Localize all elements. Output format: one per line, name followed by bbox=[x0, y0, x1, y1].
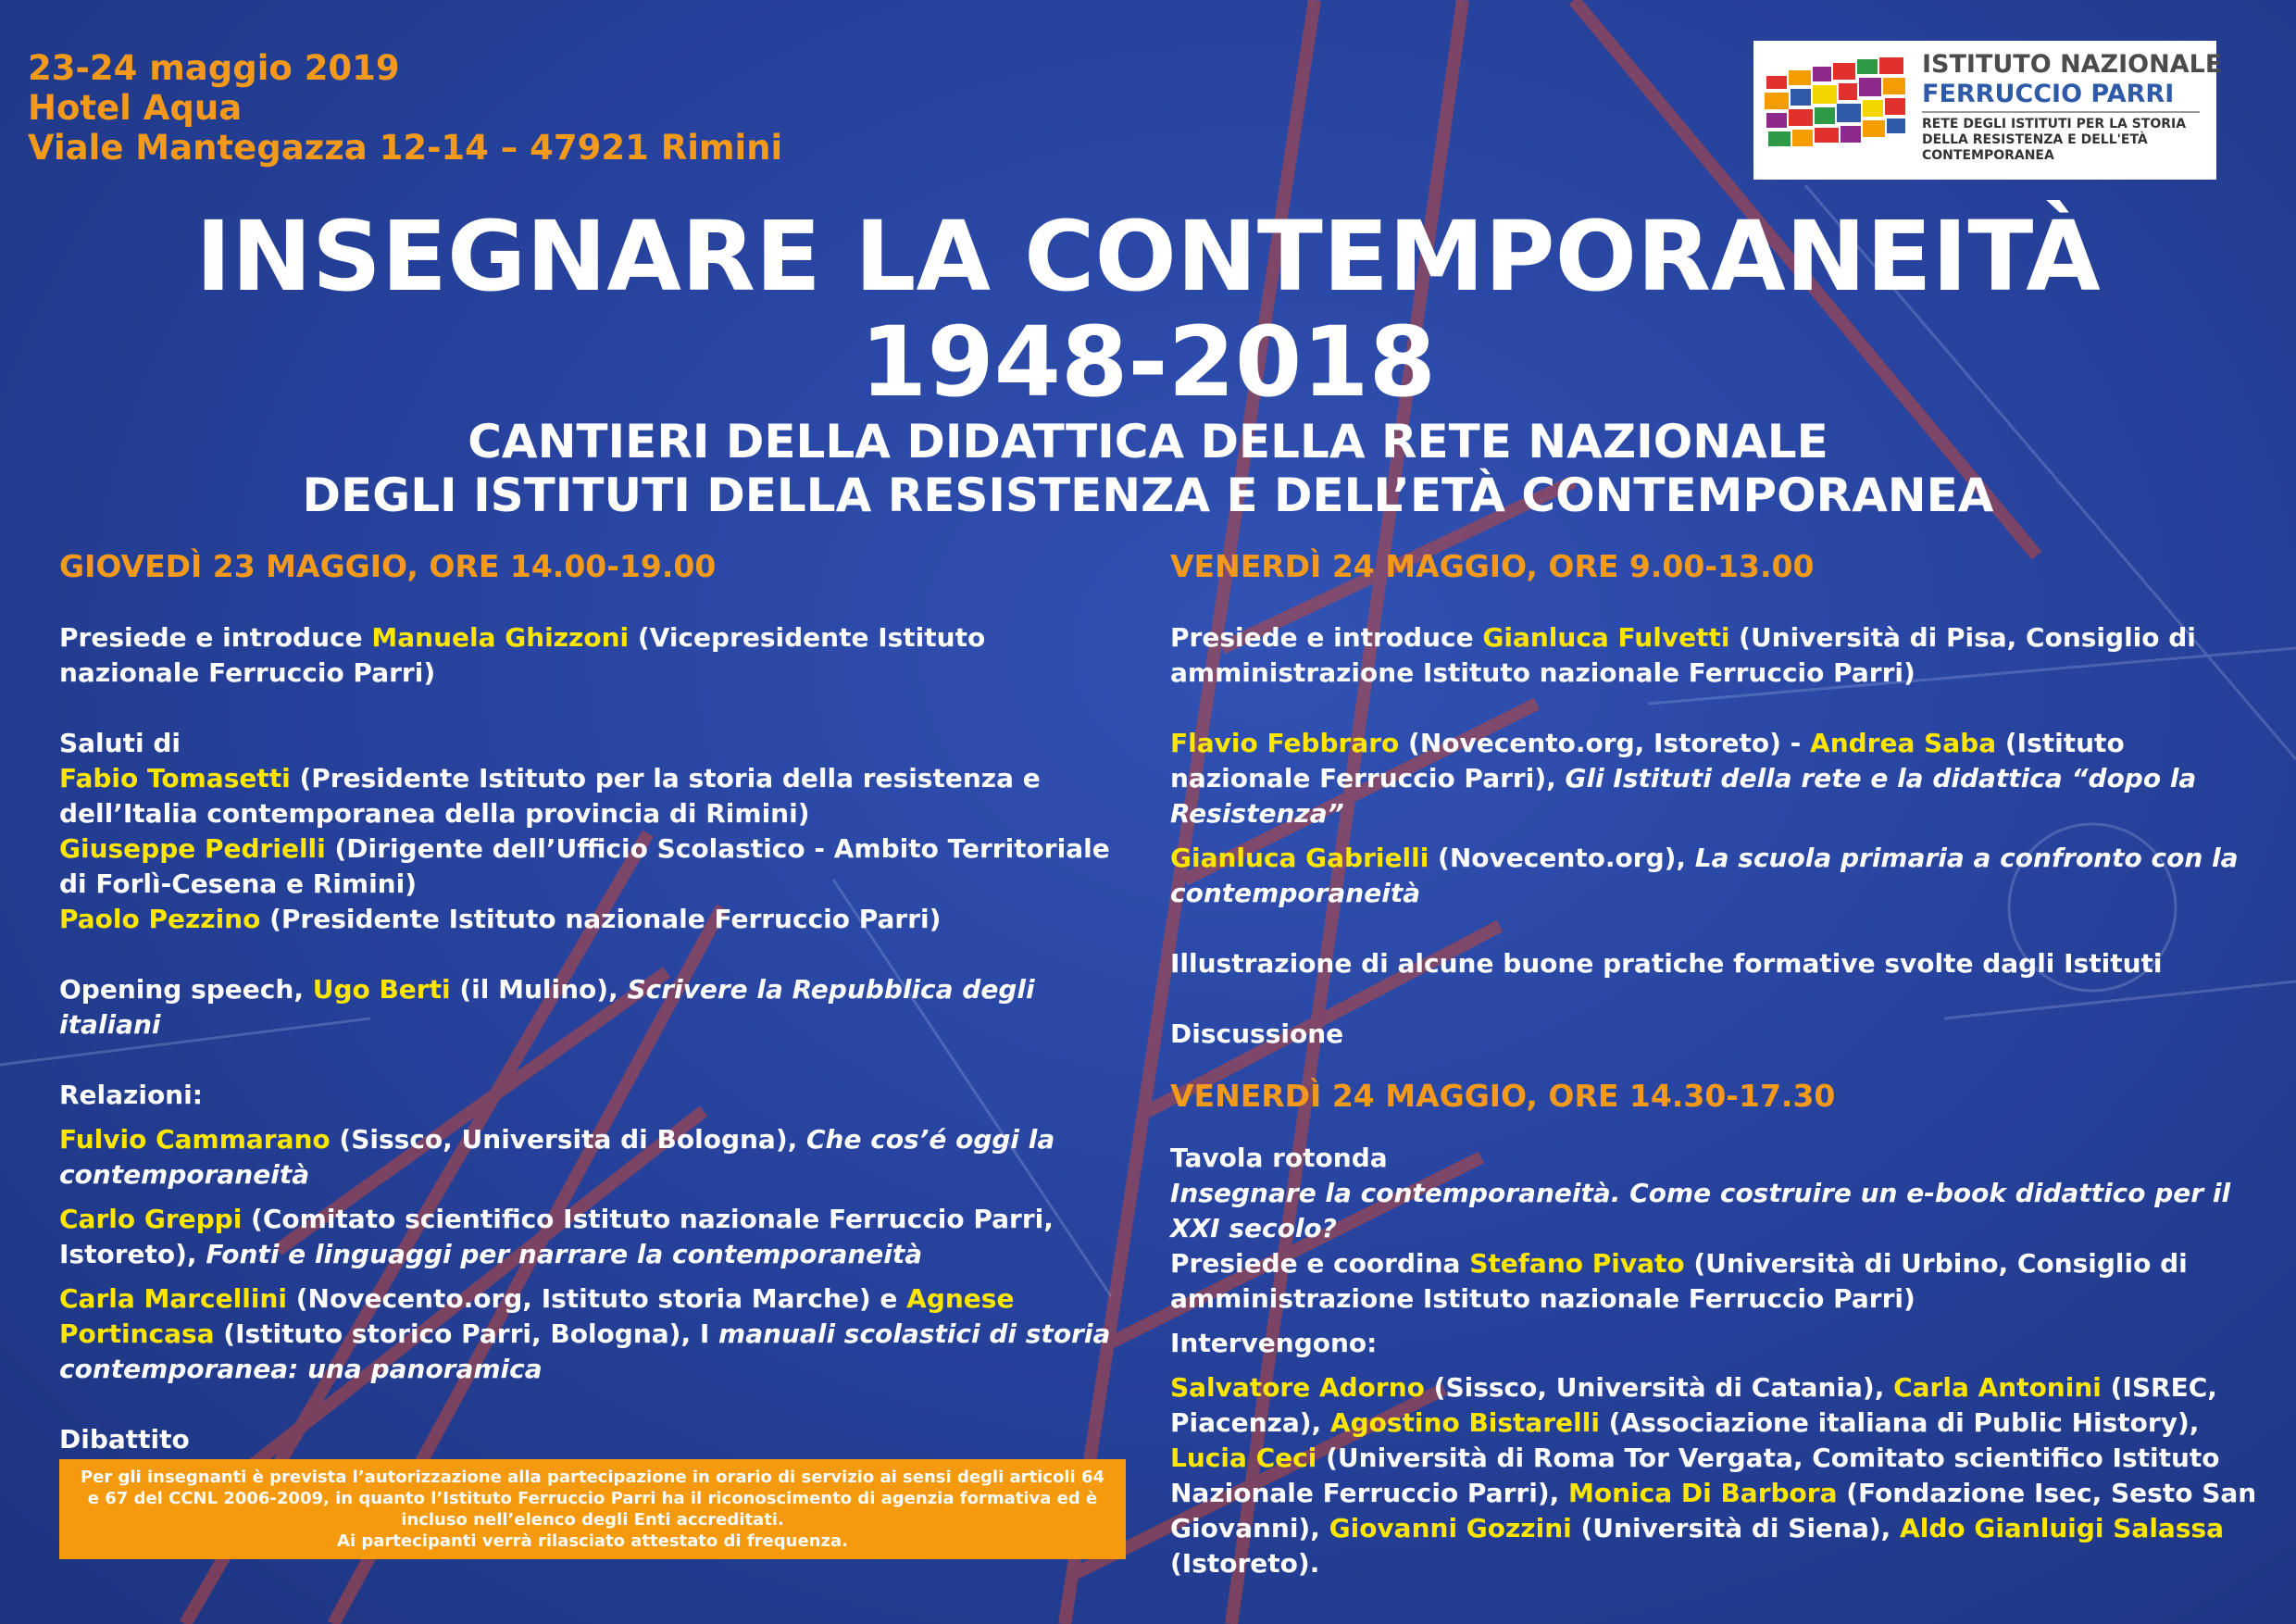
talk-2 bbox=[1170, 841, 2272, 911]
talk-2 bbox=[59, 1202, 1133, 1272]
text: (Fondazione Isec, Sesto San Giovanni), bbox=[1170, 1478, 2257, 1543]
speaker-name: Manuela Ghizzoni bbox=[371, 622, 630, 653]
text: Opening speech, bbox=[59, 974, 313, 1005]
text: Presiede e introduce bbox=[59, 622, 372, 653]
main-title-years: 1948-2018 bbox=[859, 306, 1437, 418]
talks-label: Relazioni: bbox=[59, 1080, 203, 1110]
day-heading-friday-morning: VENERDÌ 24 MAGGIO, ORE 9.00-13.00 bbox=[1170, 548, 1815, 584]
text: (Novecento.org), bbox=[1429, 843, 1695, 873]
debate-label: Dibattito bbox=[59, 1424, 190, 1455]
logo-divider bbox=[1922, 111, 2200, 113]
speaker-name: Giovanni Gozzini bbox=[1329, 1513, 1572, 1543]
text: (Presidente Istituto per la storia della resistenza e dell’Italia contemporanea della provincia di Rimini) bbox=[59, 763, 1041, 829]
event-address: Viale Mantegazza 12-14 – 47921 Rimini bbox=[28, 128, 783, 168]
speaker-name: Gianluca Gabrielli bbox=[1170, 843, 1429, 873]
speaker-name: Fabio Tomasetti bbox=[59, 763, 291, 793]
text: (Università di Urbino, Consiglio di amministrazione Istituto nazionale Ferruccio Parri) bbox=[1170, 1248, 2188, 1314]
talk-title: Fonti e linguaggi per narrare la contemporaneità bbox=[206, 1239, 923, 1269]
speaker-name: Gianluca Fulvetti bbox=[1482, 622, 1730, 653]
talk-title: La scuola primaria a confronto con la contemporaneità bbox=[1170, 843, 2239, 908]
speaker-name: Fulvio Cammarano bbox=[59, 1124, 331, 1155]
text: (Istituto nazionale Ferruccio Parri), bbox=[1170, 728, 2125, 793]
chair-paragraph bbox=[59, 620, 1133, 691]
talk-title: Scrivere la Repubblica degli italiani bbox=[59, 974, 1035, 1040]
text: (Istituto storico Parri, Bologna), I bbox=[214, 1318, 719, 1349]
opening-speech bbox=[59, 972, 1133, 1043]
speaker-name: Aldo Gianluigi Salassa bbox=[1900, 1513, 2225, 1543]
main-title: INSEGNARE LA CONTEMPORANEITÀ bbox=[195, 200, 2101, 313]
talk-3 bbox=[59, 1281, 1133, 1387]
colored-squares-logo-mark bbox=[1765, 57, 1908, 159]
speaker-name: Stefano Pivato bbox=[1469, 1248, 1685, 1279]
text: (Università di Roma Tor Vergata, Comitato scientifico Istituto Nazionale Ferruccio Parri), bbox=[1170, 1443, 2220, 1508]
text: Presiede e coordina bbox=[1170, 1248, 1470, 1279]
greeting-1 bbox=[59, 761, 1133, 831]
text: (Vicepresidente Istituto nazionale Ferruccio Parri) bbox=[59, 622, 986, 688]
speaker-name: Carla Marcellini bbox=[59, 1283, 287, 1314]
logo-tagline: RETE DEGLI ISTITUTI PER LA STORIA DELLA RESISTENZA E DELL'ETÀ CONTEMPORANEA bbox=[1922, 117, 2187, 163]
speaker-name: Flavio Febbraro bbox=[1170, 728, 1400, 758]
participants-list bbox=[1170, 1370, 2272, 1581]
subtitle bbox=[0, 415, 2296, 522]
program-thursday bbox=[59, 548, 1133, 1457]
text: (Comitato scientifico Istituto nazionale Ferruccio Parri, Istoreto), bbox=[59, 1204, 1054, 1269]
greeting-2 bbox=[59, 831, 1133, 902]
institute-logo bbox=[1753, 41, 2223, 180]
speaker-name: Paolo Pezzino bbox=[59, 904, 261, 934]
text: (Novecento.org, Istoreto) - bbox=[1399, 728, 1811, 758]
talk-1 bbox=[1170, 726, 2272, 831]
text: (ISREC, Piacenza), bbox=[1170, 1372, 2217, 1438]
text: (Associazione italiana di Public History), bbox=[1599, 1407, 2200, 1438]
speaker-name: Carlo Greppi bbox=[59, 1204, 243, 1234]
event-venue: Hotel Aqua bbox=[28, 88, 243, 128]
text: (Sissco, Universita di Bologna), bbox=[330, 1124, 806, 1155]
text: (Università di Pisa, Consiglio di amministrazione Istituto nazionale Ferruccio Parri) bbox=[1170, 622, 2196, 688]
event-info bbox=[28, 48, 782, 168]
speaker-name: Salvatore Adorno bbox=[1170, 1372, 1425, 1403]
talk-title: Gli Istituti della rete e la didattica “dopo la Resistenza” bbox=[1170, 763, 2197, 829]
speaker-name: Giuseppe Pedrielli bbox=[59, 833, 326, 864]
speaker-name: Agnese Portincasa bbox=[59, 1283, 1015, 1349]
text: Presiede e introduce bbox=[1170, 622, 1483, 653]
greeting-3 bbox=[59, 902, 1133, 937]
day-heading-friday-afternoon: VENERDÌ 24 MAGGIO, ORE 14.30-17.30 bbox=[1170, 1078, 1836, 1114]
round-table-label: Tavola rotonda bbox=[1170, 1143, 1388, 1173]
talk-1 bbox=[59, 1122, 1133, 1193]
text: (il Mulino), bbox=[450, 974, 628, 1005]
chair-paragraph-2 bbox=[1170, 1246, 2272, 1317]
talk-title: Che cos’é oggi la contemporaneità bbox=[59, 1124, 1055, 1190]
speaker-name: Agostino Bistarelli bbox=[1329, 1407, 1600, 1438]
text: (Presidente Istituto nazionale Ferruccio Parri) bbox=[260, 904, 942, 934]
speaker-name: Carla Antonini bbox=[1893, 1372, 2102, 1403]
greetings-label: Saluti di bbox=[59, 728, 181, 758]
logo-line-1: ISTITUTO NAZIONALE bbox=[1922, 50, 2223, 79]
teacher-authorization-notice bbox=[59, 1459, 1126, 1559]
notice-text: Per gli insegnanti è prevista l’autorizzazione alla partecipazione in orario di servizio ai sensi degli articoli 64 e 67 del CCNL 2006-2009, in quanto l’Istituto Ferruccio Parri ha il riconoscimento di agenzia formativa ed è incluso nell’elenco degli Enti accreditati. bbox=[80, 1468, 1105, 1530]
chair-paragraph bbox=[1170, 620, 2272, 691]
speaker-name: Lucia Ceci bbox=[1170, 1443, 1317, 1473]
program-friday bbox=[1170, 548, 2272, 1581]
subtitle-line-2: DEGLI ISTITUTI DELLA RESISTENZA E DELL’ETÀ CONTEMPORANEA bbox=[302, 468, 1994, 522]
text: (Istoreto). bbox=[1170, 1548, 1320, 1579]
logo-line-2: FERRUCCIO PARRI bbox=[1922, 80, 2175, 108]
speaker-name: Monica Di Barbora bbox=[1568, 1478, 1838, 1508]
text: (Dirigente dell’Ufficio Scolastico - Ambito Territoriale di Forlì-Cesena e Rimini) bbox=[59, 833, 1110, 899]
text: (Novecento.org, Istituto storia Marche) e bbox=[286, 1283, 907, 1314]
round-table-title: Insegnare la contemporaneità. Come costruire un e-book didattico per il XXI secolo? bbox=[1170, 1178, 2231, 1243]
subtitle-line-1: CANTIERI DELLA DIDATTICA DELLA RETE NAZIONALE bbox=[468, 415, 1828, 468]
discussion-label: Discussione bbox=[1170, 1018, 1344, 1049]
speaker-name: Andrea Saba bbox=[1810, 728, 1997, 758]
speaker-name: Ugo Berti bbox=[312, 974, 451, 1005]
text: (Università di Siena), bbox=[1571, 1513, 1901, 1543]
day-heading-thursday: GIOVEDÌ 23 MAGGIO, ORE 14.00-19.00 bbox=[59, 548, 717, 584]
notice-certificate: Ai partecipanti verrà rilasciato attestato di frequenza. bbox=[337, 1531, 848, 1551]
talk-title: manuali scolastici di storia contemporanea: una panoramica bbox=[59, 1318, 1111, 1384]
event-date: 23-24 maggio 2019 bbox=[28, 48, 400, 88]
participants-label: Intervengono: bbox=[1170, 1328, 1378, 1358]
text: (Sissco, Università di Catania), bbox=[1424, 1372, 1894, 1403]
good-practices-line: Illustrazione di alcune buone pratiche formative svolte dagli Istituti bbox=[1170, 948, 2163, 979]
